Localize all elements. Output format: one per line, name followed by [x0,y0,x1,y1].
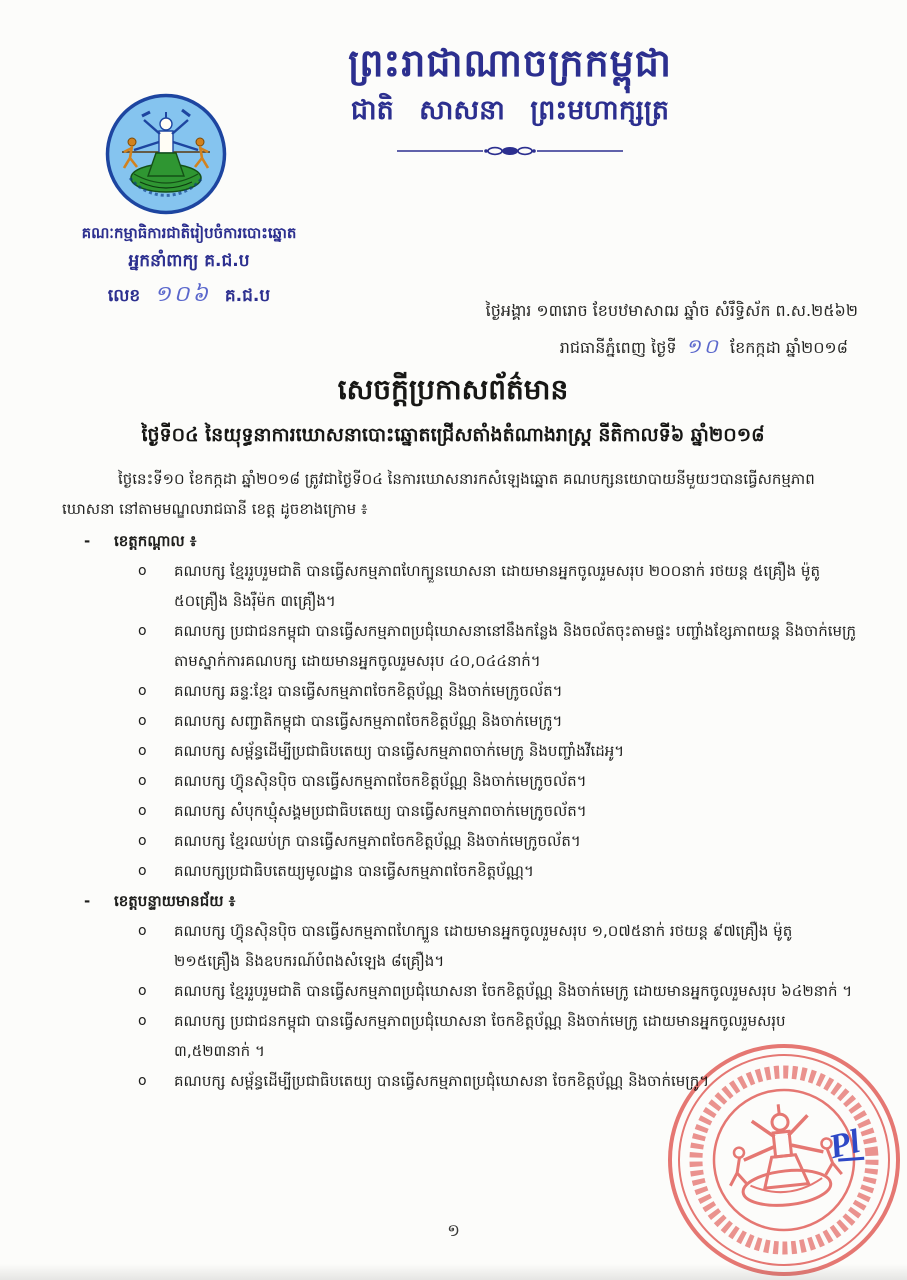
bullet-marker: o [138,1073,147,1089]
national-motto: ជាតិ សាសនា ព្រះមហាក្សត្រ [350,94,670,126]
list-item: o គណបក្ស សំបុកឃ្មុំសង្គមប្រជាធិបតេយ្យ បានធ្វើសកម្មភាពចាក់មេក្រូចល័ត។ [62,796,862,826]
document-body [62,464,862,1096]
bullet-marker: o [138,803,147,819]
nec-emblem-icon [104,92,228,216]
list-item: o គណបក្ស ឆន្ទៈខ្មែរ បានធ្វើសកម្មភាពចែកខិត្តប័ណ្ណ និងចាក់មេក្រូចល័ត។ [62,676,862,706]
bullet-marker: o [138,683,147,699]
list-item: o គណបក្ស ខ្មែររួបរួមជាតិ បានធ្វើសកម្មភាពហែក្បួនឃោសនា ដោយមានអ្នកចូលរួមសរុប ២០០នាក់ រថយន្ត ៥គ្រឿង ម៉ូតូ ៥០គ្រឿង និងរ៉ឺម៉ក ៣គ្រឿង។ [62,556,862,616]
ref-label: លេខ [107,285,141,306]
list-item: o គណបក្ស ហ៊្វុនស៊ិនប៉ិច បានធ្វើសកម្មភាពហែក្បួន ដោយមានអ្នកចូលរួមសរុប ១,០៧៥នាក់ រថយន្ត ៩៧គ្រឿង ម៉ូតូ ២១៥គ្រឿង និងឧបករណ៍បំពងសំឡេង ៨គ្រឿង។ [62,916,862,976]
list-item: o គណបក្ស ខ្មែរឈប់ក្រ បានធ្វើសកម្មភាពចែកខិត្តប័ណ្ណ និងចាក់មេក្រូចល័ត។ [62,826,862,856]
divider-ornament-icon [395,143,625,159]
section-heading-banteay-meanchey: - ខេត្តបន្ទាយមានជ័យ ៖ [62,886,862,916]
bullet-marker: o [138,983,147,999]
lunar-date: ថ្ងៃអង្គារ ១៣រោច ខែបឋមាសាឍ ឆ្នាំច សំរឹទ្ធិស័ក ព.ស.២៥៦២ [485,301,858,320]
bullet-marker: o [138,563,147,579]
bullet-marker: o [138,713,147,729]
bullet-marker: o [138,833,147,849]
dash-marker: - [84,892,91,910]
kingdom-title: ព្រះរាជាណាចក្រកម្ពុជា [348,41,672,85]
bullet-marker: o [138,863,147,879]
bullet-marker: o [138,923,147,939]
document-header [230,40,790,163]
spokesperson-unit: អ្នកនាំពាក្យ គ.ជ.ប [128,250,250,271]
list-item: o គណបក្ស ប្រជាជនកម្ពុជា បានធ្វើសកម្មភាពប្រជុំឃោសនា ចែកខិត្តប័ណ្ណ និងចាក់មេក្រូ ដោយមានអ្នកចូលរួមសរុប ៣,៥២៣នាក់ ។ [62,1006,862,1066]
list-item: o គណបក្សប្រជាធិបតេយ្យមូលដ្ឋាន បានធ្វើសកម្មភាពចែកខិត្តប័ណ្ណ។ [62,856,862,886]
reference-number-line [28,280,350,312]
title-subtitle: ថ្ងៃទី០៤ នៃយុទ្ធនាការឃោសនាបោះឆ្នោតជ្រើសតាំងតំណាងរាស្ត្រ នីតិកាលទី៦ ឆ្នាំ២០១៨ [141,424,765,446]
list-item: o គណបក្ស ខ្មែររួបរួមជាតិ បានធ្វើសកម្មភាពប្រជុំឃោសនា ចែកខិត្តប័ណ្ណ និងចាក់មេក្រូ ដោយមានអ្នកចូលរួមសរុប ៦៤២នាក់ ។ [62,976,862,1006]
ornamental-divider [230,143,790,163]
organization-name: គណៈកម្មាធិការជាតិរៀបចំការបោះឆ្នោត [81,224,297,242]
city-date: រាជធានីភ្នំពេញ ថ្ងៃទី ១០ ខែកក្កដា ឆ្នាំ២០១៨ [559,336,848,358]
day-handwritten: ១០ [685,336,721,358]
list-item: o គណបក្ស ហ៊្វុនស៊ិនប៉ិច បានធ្វើសកម្មភាពចែកខិត្តប័ណ្ណ និងចាក់មេក្រូចល័ត។ [62,766,862,796]
bullet-marker: o [138,743,147,759]
section-heading-kandal: - ខេត្តកណ្តាល ៖ [62,526,862,556]
intro-paragraph: ថ្ងៃនេះទី១០ ខែកក្កដា ឆ្នាំ២០១៨ ត្រូវជាថ្ងៃទី០៤ នៃការឃោសនារកសំឡេងឆ្នោត គណបក្សនយោបាយនីមួយៗបានធ្វើសកម្មភាពឃោសនា នៅតាមមណ្ឌលរាជធានី ខេត្ត ដូចខាងក្រោម ៖ [62,470,815,518]
signature-initials: Pl [825,1123,864,1170]
list-item: o គណបក្ស សញ្ជាតិកម្ពុជា បានធ្វើសកម្មភាពចែកខិត្តប័ណ្ណ និងចាក់មេក្រូ។ [62,706,862,736]
scan-edge-shadow [0,1264,907,1280]
list-item: o គណបក្ស សម្ព័ន្ធដើម្បីប្រជាធិបតេយ្យ បានធ្វើសកម្មភាពប្រជុំឃោសនា ចែកខិត្តប័ណ្ណ និងចាក់មេក្រូ។ [62,1066,862,1096]
document-title [28,372,878,451]
dash-marker: - [84,532,91,550]
bullet-marker: o [138,773,147,789]
bullet-marker: o [138,1013,147,1029]
bullet-marker: o [138,623,147,639]
dateline [320,292,858,366]
page-number: ១ [447,1221,460,1241]
title-main: សេចក្តីប្រកាសព័ត៌មាន [337,373,569,406]
letterhead [28,222,350,312]
ref-number-handwritten: ១០៦ [154,280,211,306]
list-item: o គណបក្ស សម្ព័ន្ធដើម្បីប្រជាធិបតេយ្យ បានធ្វើសកម្មភាពចាក់មេក្រូ និងបញ្ចាំងវីដេអូ។ [62,736,862,766]
nec-emblem-logo [104,92,228,216]
list-item: o គណបក្ស ប្រជាជនកម្ពុជា បានធ្វើសកម្មភាពប្រជុំឃោសនានៅនឹងកន្លែង និងចល័តចុះតាមផ្ទះ បញ្ចាំងខ្សែភាពយន្ត និងចាក់មេក្រូតាមស្នាក់ការគណបក្ស ដោយមានអ្នកចូលរួមសរុប ៤០,០៤៤នាក់។ [62,616,862,676]
ref-suffix: គ.ជ.ប [224,285,271,306]
